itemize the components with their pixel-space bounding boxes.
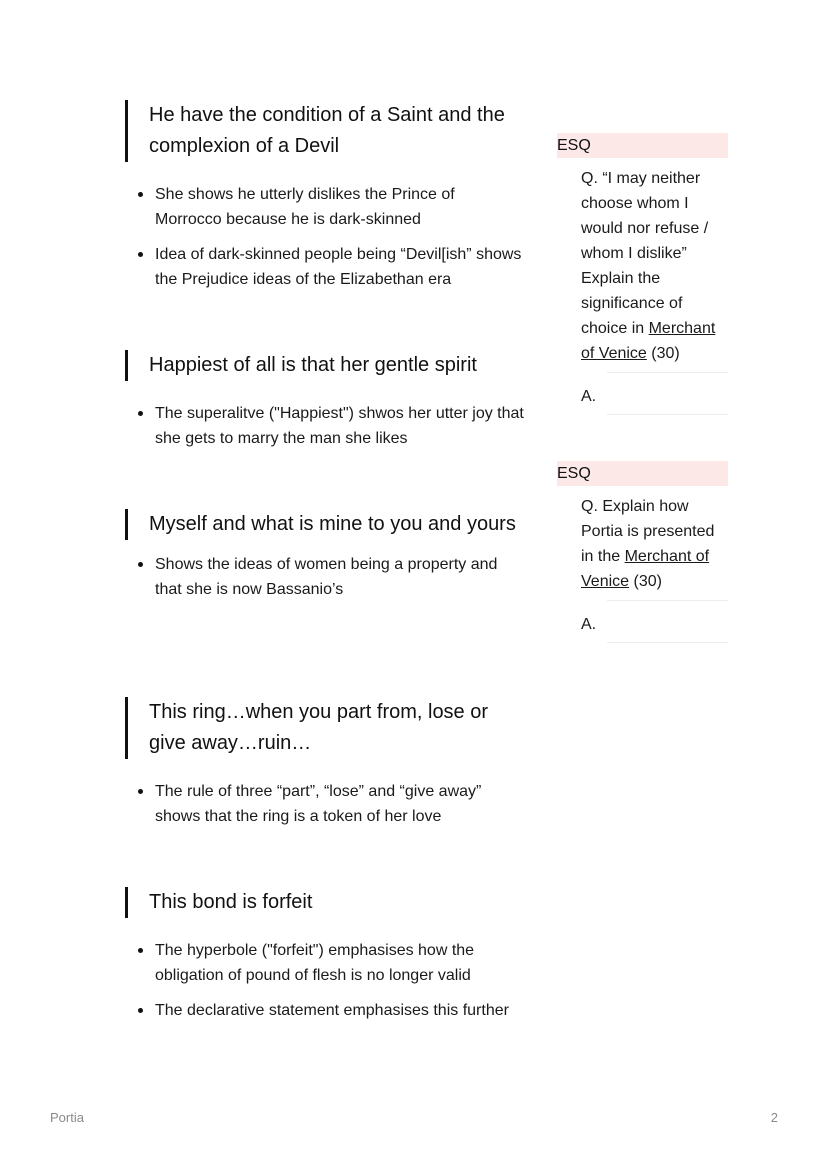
bullet-list [125,182,525,292]
quote-block [125,100,525,302]
esq-question [581,166,728,366]
bullet-item: Shows the ideas of women being a property and that she is now Bassanio’s [135,552,525,602]
quote-block [125,887,525,1033]
bullet-item: The declarative statement emphasises this further [135,998,525,1023]
esq-label: ESQ [557,461,728,486]
quote-heading: Myself and what is mine to you and yours [125,509,525,540]
esq-answer-label: A. [581,616,597,633]
answer-divider [607,372,728,373]
esq-answer-label: A. [581,388,597,405]
esq-question-text: Q. Explain how Portia is presented in the [581,498,715,565]
quote-block [125,697,525,839]
esq-question-text: Q. “I may neither choose whom I would nor refuse / whom I dislike” Explain the significance of choice in [581,170,709,337]
esq-question-marks: (30) [629,573,662,590]
esq-answer [581,612,728,637]
esq-label: ESQ [557,133,728,158]
esq-box [557,461,728,637]
esq-question-marks: (30) [646,345,680,362]
answer-divider [607,414,728,415]
quote-block [125,350,525,461]
page-number: 2 [770,1110,778,1125]
footer-title: Portia [50,1110,84,1125]
esq-box [557,133,728,409]
bullet-item: The superalitve ("Happiest") shwos her utter joy that she gets to marry the man she likes [135,401,525,451]
esq-question-title: Merchant of Venice [581,320,716,362]
bullet-item: She shows he utterly dislikes the Prince of Morrocco because he is dark-skinned [135,182,525,232]
esq-answer [581,384,728,409]
answer-divider [607,642,728,643]
quote-block [125,509,525,612]
bullet-list [125,779,525,829]
quote-heading: Happiest of all is that her gentle spirit [125,350,525,381]
bullet-item: Idea of dark-skinned people being “Devil[ish” shows the Prejudice ideas of the Elizabethan era [135,242,525,292]
bullet-item: The rule of three “part”, “lose” and “give away” shows that the ring is a token of her love [135,779,525,829]
bullet-item: The hyperbole ("forfeit") emphasises how the obligation of pound of flesh is no longer valid [135,938,525,988]
bullet-list [125,938,525,1023]
esq-question [581,494,728,594]
answer-divider [607,600,728,601]
quote-heading: This ring…when you part from, lose or give away…ruin… [125,697,525,759]
quote-heading: He have the condition of a Saint and the complexion of a Devil [125,100,525,162]
bullet-list [125,401,525,451]
quote-heading: This bond is forfeit [125,887,525,918]
bullet-list [125,552,525,602]
esq-question-title: Merchant of Venice [581,548,710,590]
